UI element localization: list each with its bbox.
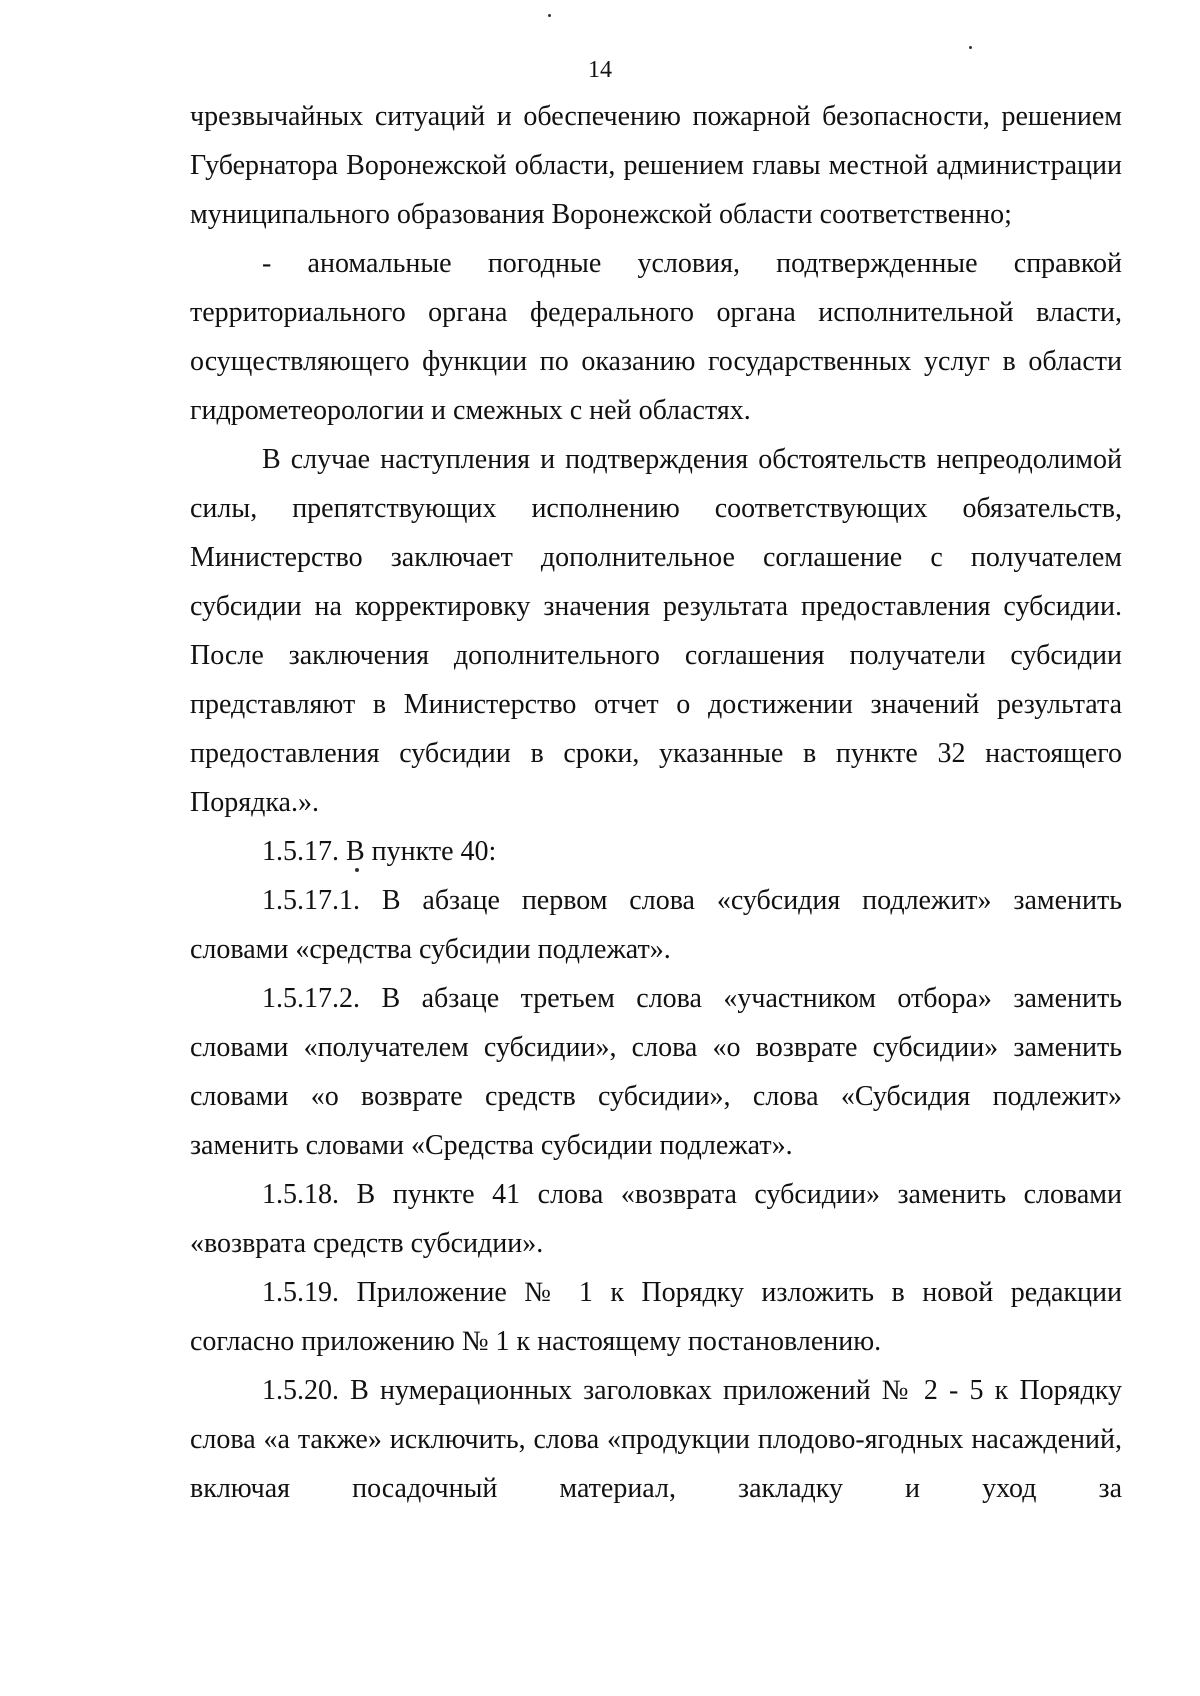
paragraph-item-1-5-18: 1.5.18. В пункте 41 слова «возврата субсидии» заменить словами «возврата средств субсидии».: [190, 1179, 1122, 1259]
paragraph-item-1-5-19: 1.5.19. Приложение № 1 к Порядку изложить в новой редакции согласно приложению № 1 к настоящему постановлению.: [190, 1277, 1122, 1357]
paragraph-item-1-5-17-2: 1.5.17.2. В абзаце третьем слова «участником отбора» заменить словами «получателем субсидии», слова «о возврате субсидии» заменить словами «о возврате средств субсидии», слова «Субсидия подлежит» заменить словами «Средства субсидии подлежат».: [190, 983, 1122, 1161]
paragraph-force-majeure: В случае наступления и подтверждения обстоятельств непреодолимой силы, препятствующих исполнению соответствующих обязательств, Министерство заключает дополнительное соглашение с получателем субсидии на корректировку значения результата предоставления субсидии. После заключения дополнительного соглашения получатели субсидии представляют в Министерство отчет о достижении значений результата предоставления субсидии в сроки, указанные в пункте 32 настоящего Порядка.».: [190, 444, 1122, 818]
paragraph-item-1-5-20: 1.5.20. В нумерационных заголовках приложений № 2 - 5 к Порядку слова «а также» исключить, слова «продукции плодово-ягодных насаждений, включая посадочный материал, закладку и уход за: [190, 1375, 1122, 1504]
page-number: 14: [588, 57, 612, 83]
document-body: [190, 92, 1122, 1513]
paragraph-continuation: чрезвычайных ситуаций и обеспечению пожарной безопасности, решением Губернатора Воронежской области, решением главы местной администрации муниципального образования Воронежской области соответственно;: [190, 101, 1122, 230]
scan-speck: [548, 14, 551, 17]
scan-speck: [969, 46, 972, 49]
paragraph-item-1-5-17: 1.5.17. В пункте 40:: [262, 836, 497, 867]
paragraph-list-item: - аномальные погодные условия, подтвержденные справкой территориального органа федерального органа исполнительной власти, осуществляющего функции по оказанию государственных услуг в области гидрометеорологии и смежных с ней областях.: [190, 248, 1122, 426]
paragraph-item-1-5-17-1: 1.5.17.1. В абзаце первом слова «субсидия подлежит» заменить словами «средства субсидии подлежат».: [190, 885, 1122, 965]
